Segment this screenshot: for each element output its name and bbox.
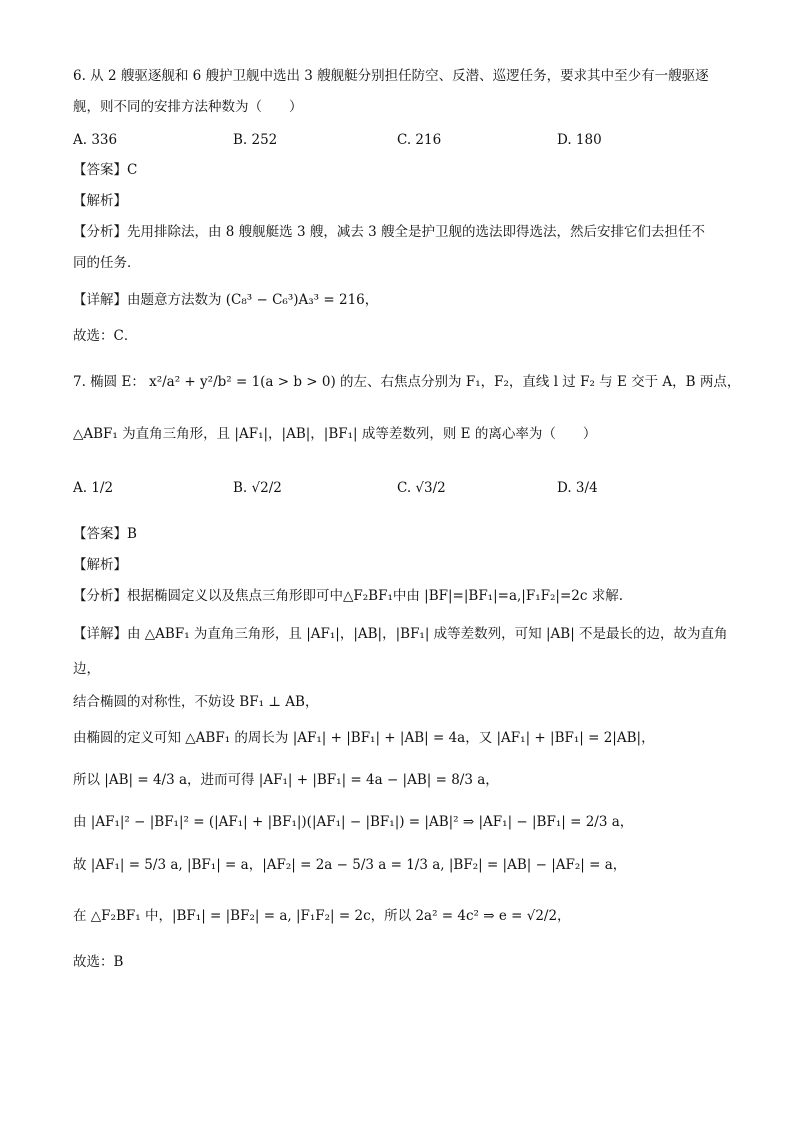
q7-step2: 由椭圆的定义可知 △ABF₁ 的周长为 |AF₁| + |BF₁| + |AB| = 4a，又 |AF₁| + |BF₁| = 2|AB|， [73, 730, 655, 746]
q7-option-b: B. √2/2 [233, 480, 282, 496]
q7-step4: 由 |AF₁|² − |BF₁|² = (|AF₁| + |BF₁|)(|AF₁| − |BF₁|) = |AB|² ⇒ |AF₁| − |BF₁| = 2/3 a， [73, 814, 634, 830]
q7-option-c: C. √3/2 [397, 480, 446, 496]
q7-detail-line2: 边， [73, 661, 100, 677]
q6-fenxi-line1: 【分析】先用排除法，由 8 艘舰艇选 3 艘，减去 3 艘全是护卫舰的选法即得选法，然后安排它们去担任不 [73, 224, 706, 240]
q6-answer: 【答案】C [73, 162, 138, 178]
q7-option-a: A. 1/2 [73, 480, 114, 496]
q6-stem-line1: 6. 从 2 艘驱逐舰和 6 艘护卫舰中选出 3 艘舰艇分别担任防空、反潜、巡逻任务，要求其中至少有一艘驱逐 [73, 68, 709, 84]
q7-analysis-label: 【解析】 [73, 557, 127, 573]
q6-detail: 【详解】由题意方法数为 (C₈³ − C₆³)A₃³ = 216， [73, 292, 379, 308]
q6-analysis-label: 【解析】 [73, 193, 127, 209]
q6-option-c: C. 216 [397, 132, 442, 148]
q7-step5: 故 |AF₁| = 5/3 a, |BF₁| = a，|AF₂| = 2a − 5/3 a = 1/3 a, |BF₂| = |AB| − |AF₂| = a， [73, 857, 627, 873]
q7-detail-line1: 【详解】由 △ABF₁ 为直角三角形，且 |AF₁|，|AB|，|BF₁| 成等差数列，可知 |AB| 不是最长的边，故为直角 [73, 626, 728, 642]
q6-choose: 故选：C． [73, 328, 138, 344]
q7-step6: 在 △F₂BF₁ 中，|BF₁| = |BF₂| = a, |F₁F₂| = 2c，所以 2a² = 4c² ⇒ e = √2/2， [73, 908, 571, 924]
q6-option-a: A. 336 [73, 132, 118, 148]
q6-option-d: D. 180 [557, 132, 602, 148]
q7-answer: 【答案】B [73, 526, 137, 542]
q7-step1: 结合椭圆的对称性，不妨设 BF₁ ⊥ AB， [73, 694, 319, 710]
q7-choose: 故选：B [73, 954, 124, 970]
q6-fenxi-line2: 同的任务． [73, 255, 141, 271]
q7-step3: 所以 |AB| = 4/3 a，进而可得 |AF₁| + |BF₁| = 4a − |AB| = 8/3 a， [73, 772, 499, 788]
q7-option-d: D. 3/4 [557, 480, 598, 496]
q6-option-b: B. 252 [233, 132, 278, 148]
q7-stem-line1: 7. 椭圆 E： x²/a² + y²/b² = 1(a > b > 0) 的左、右焦点分别为 F₁，F₂，直线 l 过 F₂ 与 E 交于 A，B 两点， [73, 374, 741, 390]
q7-fenxi: 【分析】根据椭圆定义以及焦点三角形即可中△F₂BF₁中由 |BF|=|BF₁|=a,|F₁F₂|=2c 求解. [73, 588, 623, 604]
q6-stem-line2: 舰，则不同的安排方法种数为（ ） [73, 99, 303, 115]
q7-stem-line2: △ABF₁ 为直角三角形，且 |AF₁|，|AB|，|BF₁| 成等差数列，则 E 的离心率为（ ） [73, 426, 597, 442]
